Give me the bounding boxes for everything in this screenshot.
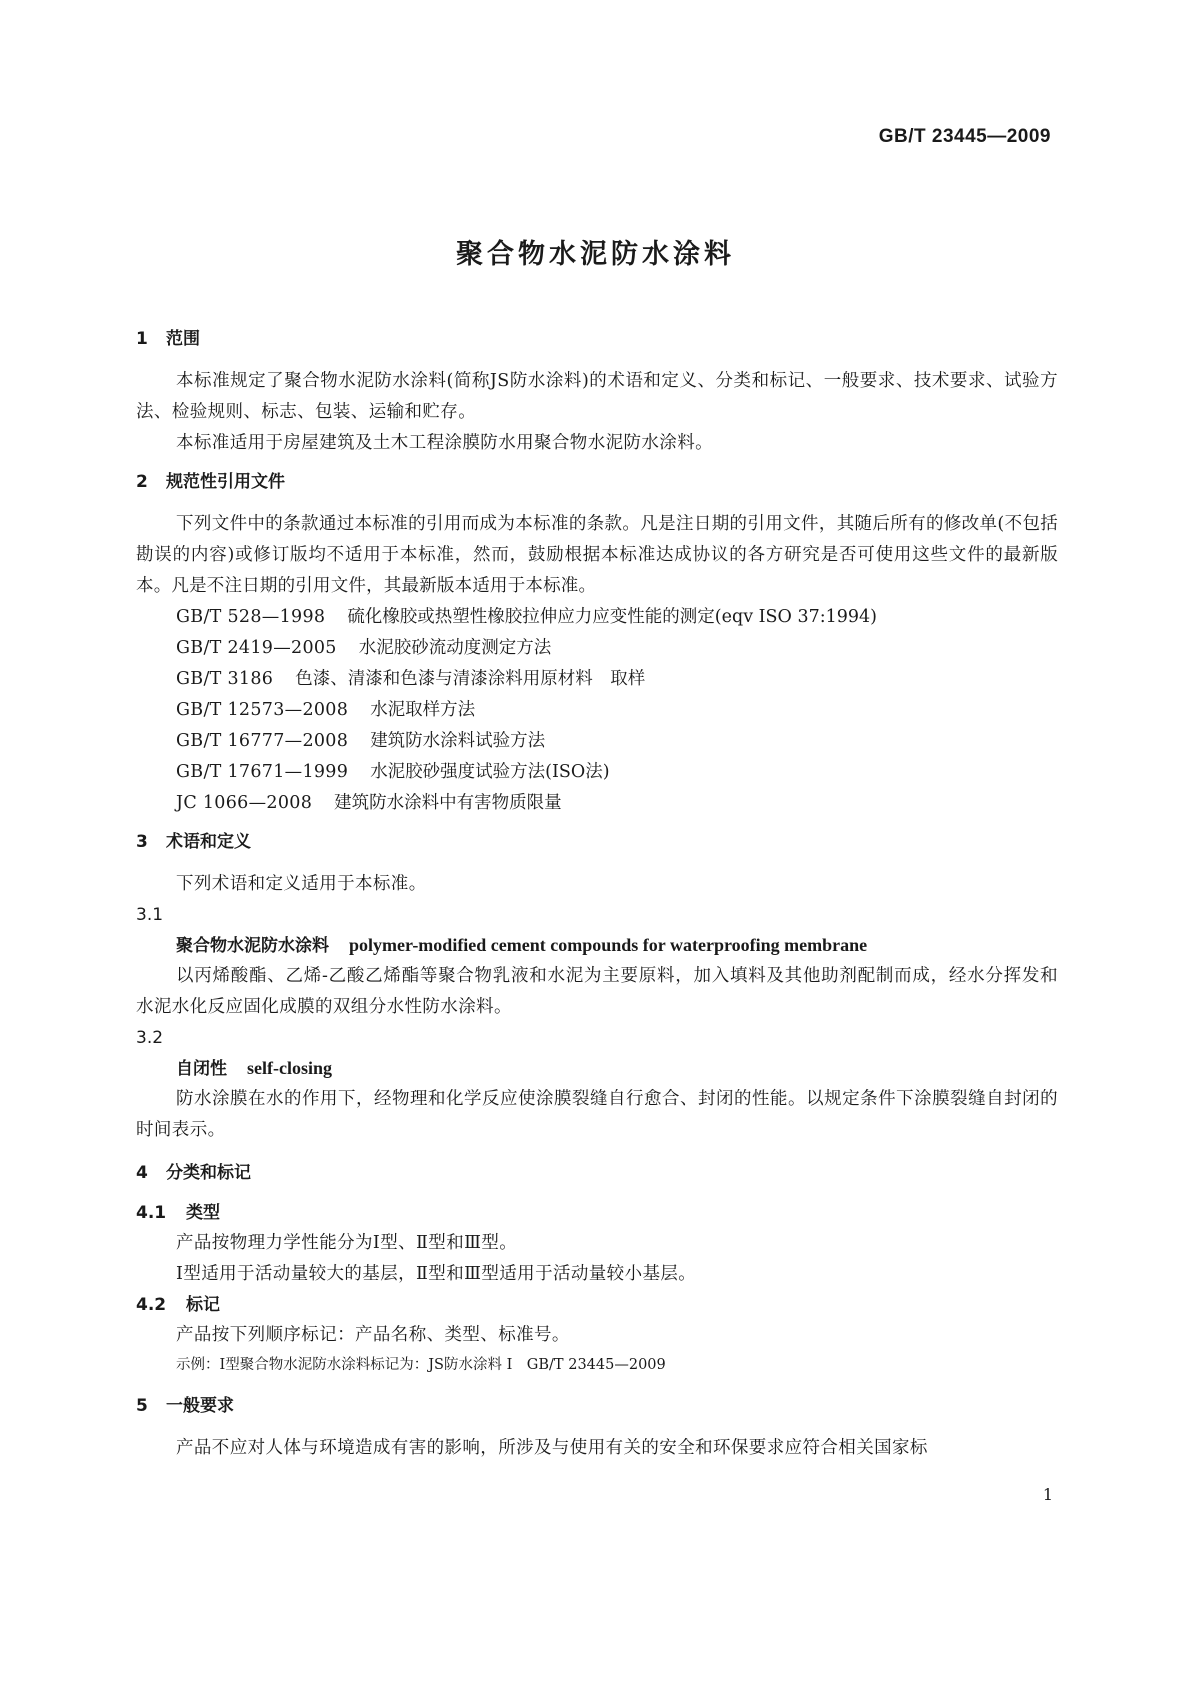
term-definition: 防水涂膜在水的作用下，经物理和化学反应使涂膜裂缝自行愈合、封闭的性能。以规定条件下涂膜裂缝自封闭的时间表示。: [136, 1089, 1058, 1140]
paragraph: 产品按物理力学性能分为Ⅰ型、Ⅱ型和Ⅲ型。: [176, 1233, 518, 1253]
term-english: polymer-modified cement compounds for waterproofing membrane: [349, 935, 868, 955]
subsection-title: 标记: [186, 1295, 220, 1315]
subsection-heading-marking: [136, 1290, 1058, 1320]
term-chinese: 自闭性: [176, 1059, 227, 1079]
reference-item: [136, 788, 1058, 819]
paragraph: 本标准适用于房屋建筑及土木工程涂膜防水用聚合物水泥防水涂料。: [176, 433, 713, 453]
reference-code: GB/T 12573—2008: [176, 700, 349, 720]
standard-code: GB/T 23445—2009: [878, 126, 1051, 147]
clause-number: 3.2: [136, 1028, 164, 1048]
section-title: 一般要求: [166, 1396, 234, 1416]
term-english: self-closing: [247, 1058, 332, 1078]
reference-code: GB/T 2419—2005: [176, 638, 337, 658]
reference-item: [136, 633, 1058, 664]
section-number: 4: [136, 1163, 148, 1183]
subsection-heading-type: [136, 1198, 1058, 1228]
reference-title: 色漆、清漆和色漆与清漆涂料用原材料 取样: [295, 669, 646, 689]
section-number: 2: [136, 472, 148, 492]
term-entry: [136, 1053, 1058, 1084]
reference-list: [136, 602, 1058, 819]
reference-item: [136, 726, 1058, 757]
reference-code: JC 1066—2008: [176, 793, 313, 813]
reference-item: [136, 757, 1058, 788]
reference-item: [136, 664, 1058, 695]
reference-title: 水泥胶砂强度试验方法(ISO法): [370, 762, 610, 782]
reference-code: GB/T 17671—1999: [176, 762, 349, 782]
subsection-number: 4.1: [136, 1203, 167, 1223]
reference-title: 建筑防水涂料中有害物质限量: [334, 793, 562, 813]
reference-title: 水泥胶砂流动度测定方法: [358, 638, 552, 658]
section-heading-classification-marking: [136, 1160, 1058, 1186]
reference-item: [136, 695, 1058, 726]
paragraph: Ⅰ型适用于活动量较大的基层，Ⅱ型和Ⅲ型适用于活动量较小基层。: [176, 1264, 697, 1284]
reference-code: GB/T 3186: [176, 669, 274, 689]
term-chinese: 聚合物水泥防水涂料: [176, 936, 329, 956]
section-heading-normative-references: [136, 469, 1058, 495]
reference-title: 建筑防水涂料试验方法: [370, 731, 546, 751]
page-number: 1: [1042, 1485, 1053, 1504]
paragraph: 产品按下列顺序标记：产品名称、类型、标准号。: [176, 1325, 570, 1345]
clause-number: 3.1: [136, 905, 164, 925]
paragraph: 产品不应对人体与环境造成有害的影响，所涉及与使用有关的安全和环保要求应符合相关国家标: [176, 1438, 928, 1458]
paragraph: 本标准规定了聚合物水泥防水涂料(简称JS防水涂料)的术语和定义、分类和标记、一般要求、技术要求、试验方法、检验规则、标志、包装、运输和贮存。: [136, 371, 1058, 422]
reference-title: 水泥取样方法: [370, 700, 476, 720]
subsection-number: 4.2: [136, 1295, 167, 1315]
document-body: [136, 326, 1058, 1464]
section-number: 5: [136, 1396, 148, 1416]
paragraph: 下列文件中的条款通过本标准的引用而成为本标准的条款。凡是注日期的引用文件，其随后所有的修改单(不包括勘误的内容)或修订版均不适用于本标准，然而，鼓励根据本标准达成协议的各方研究是否可使用这些文件的最新版本。凡是不注日期的引用文件，其最新版本适用于本标准。: [136, 514, 1058, 596]
reference-title: 硫化橡胶或热塑性橡胶拉伸应力应变性能的测定(eqv ISO 37:1994): [347, 607, 877, 627]
section-title: 范围: [166, 329, 200, 349]
example-note: 示例：Ⅰ型聚合物水泥防水涂料标记为：JS防水涂料 Ⅰ GB/T 23445—2009: [176, 1357, 666, 1373]
paragraph: 下列术语和定义适用于本标准。: [176, 874, 427, 894]
subsection-title: 类型: [186, 1203, 220, 1223]
section-heading-general-requirements: [136, 1393, 1058, 1419]
document-title: 聚合物水泥防水涂料: [456, 239, 735, 270]
section-heading-scope: [136, 326, 1058, 352]
section-title: 规范性引用文件: [166, 472, 285, 492]
section-title: 分类和标记: [166, 1163, 251, 1183]
section-number: 1: [136, 329, 148, 349]
section-heading-terms-definitions: [136, 829, 1058, 855]
term-definition: 以丙烯酸酯、乙烯-乙酸乙烯酯等聚合物乳液和水泥为主要原料，加入填料及其他助剂配制而成，经水分挥发和水泥水化反应固化成膜的双组分水性防水涂料。: [136, 966, 1058, 1017]
reference-code: GB/T 528—1998: [176, 607, 326, 627]
term-entry: [136, 930, 1058, 961]
reference-code: GB/T 16777—2008: [176, 731, 349, 751]
section-title: 术语和定义: [166, 832, 251, 852]
section-number: 3: [136, 832, 148, 852]
reference-item: [136, 602, 1058, 633]
